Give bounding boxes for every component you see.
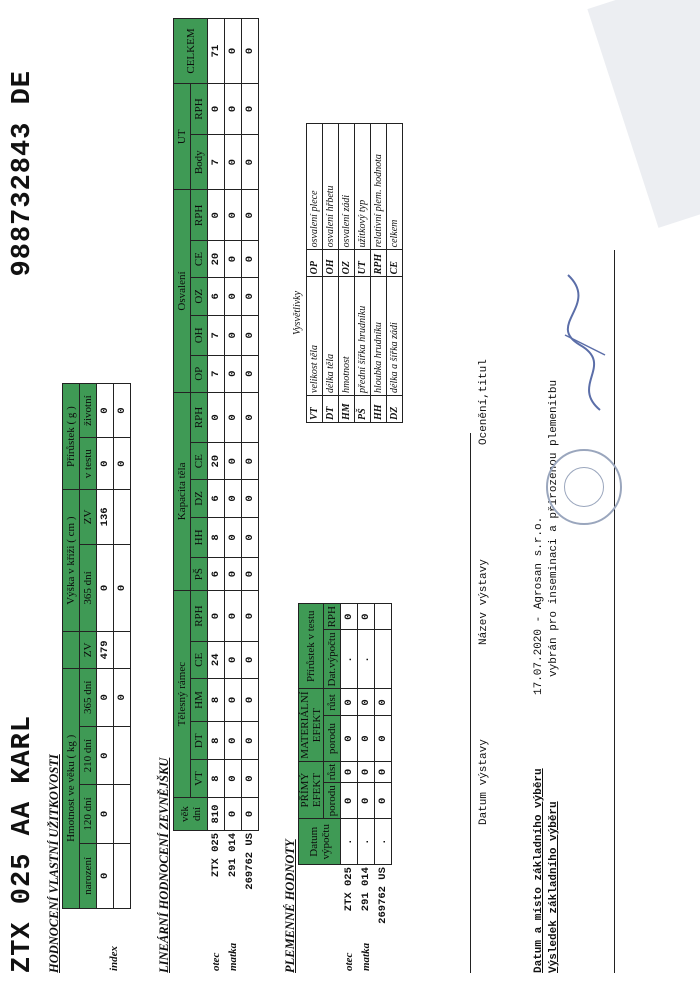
- row-label: otec: [343, 952, 355, 971]
- cell: 0: [97, 726, 114, 784]
- cell: 0: [208, 591, 225, 642]
- cell: 0: [114, 668, 131, 726]
- cell: 0: [208, 190, 225, 241]
- legend-abbr: DZ: [387, 396, 403, 423]
- cell: [114, 726, 131, 784]
- date-header: Datum výpočtu: [299, 819, 341, 865]
- legend-row: [371, 124, 387, 423]
- cell: 0: [114, 384, 131, 438]
- exhibition-name-label: Název výstavy: [478, 559, 490, 645]
- cell: 0: [114, 544, 131, 632]
- cell: [114, 843, 131, 908]
- breeding-table: [298, 603, 392, 973]
- cell: 0: [208, 84, 225, 135]
- animal-code: 269762 US: [244, 833, 256, 890]
- cell: 0: [358, 761, 375, 783]
- row-label: matka: [360, 942, 372, 971]
- cell: 0: [375, 783, 392, 819]
- cell: 0: [242, 722, 259, 760]
- row-label: [242, 915, 259, 973]
- legend-text: délka a šířka zádi: [387, 277, 403, 396]
- selection-result-label: Výsledek základního výběru: [548, 801, 560, 973]
- group-height: Výška v kříži ( cm ): [63, 490, 80, 632]
- col-header: DT: [191, 722, 208, 760]
- date-cell: .: [358, 819, 375, 865]
- cell: 0: [225, 241, 242, 278]
- table-row: [208, 19, 225, 974]
- cell: 0: [242, 241, 259, 278]
- animal-code: ZTX 025: [210, 833, 222, 878]
- exhibition-rating-label: Ocenění,titul: [478, 359, 490, 445]
- cell: 0: [242, 517, 259, 557]
- cell: 0: [225, 678, 242, 722]
- col-header: OP: [191, 355, 208, 392]
- legend-text: osvalení hřbetu: [323, 124, 339, 250]
- col-header: 365 dní: [80, 544, 97, 632]
- cell: 0: [225, 135, 242, 190]
- selection-result-value: vybrán pro inseminaci a přirozenou plemenitbu: [548, 379, 560, 677]
- legend-text: přední šířka hrudníku: [355, 277, 371, 396]
- col-header: ZV: [80, 490, 97, 545]
- cell: .: [341, 630, 358, 689]
- cell: 0: [225, 641, 242, 678]
- col-header: porodu: [324, 716, 341, 761]
- col-header: PŠ: [191, 558, 208, 591]
- linear-rows: [208, 19, 259, 974]
- group-gain: Přírůstek ( g ): [63, 384, 80, 490]
- cell: 6: [208, 558, 225, 591]
- cell: 0: [358, 604, 375, 630]
- col-header: životní: [80, 384, 97, 438]
- legend-abbr: HM: [339, 396, 355, 423]
- cell: 7: [208, 135, 225, 190]
- age-cell: 0: [242, 798, 259, 831]
- cell: 0: [375, 689, 392, 716]
- cell: 0: [242, 678, 259, 722]
- cell: 0: [97, 544, 114, 632]
- date-cell: .: [375, 819, 392, 865]
- group-muscling: Osvalení: [174, 190, 191, 392]
- col-header: OZ: [191, 277, 208, 315]
- animal-code: 291 014: [360, 867, 372, 912]
- legend-abbr: UT: [355, 250, 371, 277]
- row-label: otec: [210, 952, 222, 971]
- cell: 0: [375, 761, 392, 783]
- cell: 6: [208, 277, 225, 315]
- col-header: CE: [191, 641, 208, 678]
- cell: 0: [242, 392, 259, 443]
- col-header: DZ: [191, 480, 208, 518]
- table-row: [375, 604, 392, 974]
- col-header: porodu: [324, 783, 341, 819]
- row-label: index: [107, 945, 120, 971]
- cell: 0: [114, 438, 131, 490]
- group-test: Přírůstek v testu: [299, 604, 324, 689]
- cell: 0: [208, 392, 225, 443]
- page-edge: [587, 0, 700, 228]
- animal-code: 291 014: [227, 833, 239, 878]
- table-row: [358, 604, 375, 974]
- legend-title: Vysvětlivky: [292, 290, 303, 335]
- signature: [560, 265, 620, 415]
- bull-number: 988732843 DE: [8, 70, 38, 277]
- cell: 0: [97, 438, 114, 490]
- legend-row: [339, 124, 355, 423]
- col-header: CE: [191, 241, 208, 278]
- legend-table: [306, 123, 403, 423]
- cell: [375, 630, 392, 689]
- own-performance-title: HODNOCENÍ VLASTNÍ UŽITKOVOSTI: [47, 754, 61, 973]
- cell: [114, 785, 131, 843]
- cell: 0: [242, 135, 259, 190]
- group-capacity: Kapacita těla: [174, 392, 191, 591]
- cell: 0: [341, 716, 358, 761]
- age-cell: 0: [225, 798, 242, 831]
- col-header: OH: [191, 315, 208, 355]
- cell: 479: [97, 632, 114, 668]
- row-label: [375, 928, 392, 973]
- col-header: růst: [324, 689, 341, 716]
- cell: 8: [208, 722, 225, 760]
- exhibition-date-label: Datum výstavy: [478, 739, 490, 825]
- legend-abbr: OP: [307, 250, 323, 277]
- cell: 0: [97, 843, 114, 908]
- col-header: HH: [191, 517, 208, 557]
- cell: 8: [208, 517, 225, 557]
- cell: 0: [225, 84, 242, 135]
- cell: 0: [225, 480, 242, 518]
- own-performance-table: [62, 383, 131, 973]
- col-header: RPH: [191, 392, 208, 443]
- animal-code: 269762 US: [377, 867, 389, 924]
- group-ut: UT: [174, 84, 191, 190]
- cell: 0: [341, 689, 358, 716]
- col-header: 210 dní: [80, 726, 97, 784]
- divider: [470, 433, 471, 973]
- cell: 0: [242, 84, 259, 135]
- cell: 0: [358, 689, 375, 716]
- cell: 0: [242, 760, 259, 798]
- association-stamp: [546, 449, 622, 525]
- group-weight: Hmotnost ve věku ( kg ): [63, 668, 80, 908]
- col-header: ZV: [80, 632, 97, 668]
- legend-text: relativní plem. hodnota: [371, 124, 387, 250]
- total-cell: 71: [208, 19, 225, 84]
- cell: 0: [341, 761, 358, 783]
- col-header: VT: [191, 760, 208, 798]
- col-header: RPH: [191, 190, 208, 241]
- legend-row: [323, 124, 339, 423]
- legend-abbr: PŠ: [355, 396, 371, 423]
- cell: 20: [208, 241, 225, 278]
- legend-text: velikost těla: [307, 277, 323, 396]
- cell: 0: [242, 355, 259, 392]
- selection-place-value: 17.07.2020 - Agrosan s.r.o.: [533, 516, 545, 695]
- linear-title: LINEÁRNÍ HODNOCENÍ ZEVNĚJŠKU: [157, 757, 171, 973]
- cell: 0: [242, 277, 259, 315]
- legend-text: užitkový typ: [355, 124, 371, 250]
- legend-text: celkem: [387, 124, 403, 250]
- legend-abbr: RPH: [371, 250, 387, 277]
- cell: 0: [225, 355, 242, 392]
- legend-text: osvalení zádi: [339, 124, 355, 250]
- cell: 0: [225, 591, 242, 642]
- cell: 0: [225, 277, 242, 315]
- cell: 0: [358, 716, 375, 761]
- cell: 0: [242, 558, 259, 591]
- bull-name: ZTX 025 AA KARL: [8, 714, 38, 973]
- cell: 24: [208, 641, 225, 678]
- cell: 0: [225, 392, 242, 443]
- group-maternal: MATERIÁLNÍ EFEKT: [299, 689, 324, 761]
- cell: 7: [208, 315, 225, 355]
- col-header: růst: [324, 761, 341, 783]
- cell: 0: [242, 641, 259, 678]
- cell: 7: [208, 355, 225, 392]
- cell: [114, 490, 131, 545]
- col-header: 120 dní: [80, 785, 97, 843]
- legend-text: osvalení plece: [307, 124, 323, 250]
- col-header: CE: [191, 443, 208, 480]
- total-cell: 0: [242, 19, 259, 84]
- col-header: RPH: [191, 84, 208, 135]
- cell: 20: [208, 443, 225, 480]
- cell: 0: [97, 384, 114, 438]
- cell: 136: [97, 490, 114, 545]
- cell: 0: [375, 716, 392, 761]
- legend-abbr: DT: [323, 396, 339, 423]
- cell: 0: [225, 443, 242, 480]
- bull-emblem-icon: [564, 467, 604, 507]
- legend-abbr: OH: [323, 250, 339, 277]
- date-cell: .: [341, 819, 358, 865]
- row-label: matka: [227, 942, 239, 971]
- cell: 0: [242, 591, 259, 642]
- cell: 6: [208, 480, 225, 518]
- legend-row: [307, 124, 323, 423]
- age-header: věk dní: [174, 798, 208, 831]
- table-row: [242, 19, 259, 974]
- col-header: HM: [191, 678, 208, 722]
- cell: 8: [208, 760, 225, 798]
- cell: 0: [225, 315, 242, 355]
- col-header: narození: [80, 843, 97, 908]
- breeding-rows: [341, 604, 392, 974]
- col-header: RPH: [324, 604, 341, 630]
- table-row: [225, 19, 242, 974]
- cell: 0: [225, 558, 242, 591]
- selection-place-label: Datum a místo základního výběru: [533, 768, 545, 973]
- cell: [375, 604, 392, 630]
- cell: [114, 632, 131, 668]
- breeding-title: PLEMENNÉ HODNOTY: [283, 839, 297, 973]
- cell: 0: [242, 315, 259, 355]
- cell: 0: [97, 668, 114, 726]
- cell: 0: [225, 722, 242, 760]
- cell: 8: [208, 678, 225, 722]
- col-header: Body: [191, 135, 208, 190]
- table-row: [341, 604, 358, 974]
- legend-row: [387, 124, 403, 423]
- col-header: 365 dní: [80, 668, 97, 726]
- legend-abbr: HH: [371, 396, 387, 423]
- animal-code: ZTX 025: [343, 867, 355, 912]
- cell: .: [358, 630, 375, 689]
- age-cell: 810: [208, 798, 225, 831]
- group-direct: PŘÍMÝ EFEKT: [299, 761, 324, 819]
- cell: 0: [242, 480, 259, 518]
- legend-abbr: OZ: [339, 250, 355, 277]
- cell: 0: [97, 785, 114, 843]
- col-header: RPH: [191, 591, 208, 642]
- total-cell: 0: [225, 19, 242, 84]
- legend-text: délka těla: [323, 277, 339, 396]
- col-header: Dat.výpočtu: [324, 630, 341, 689]
- cell: 0: [225, 190, 242, 241]
- cell: 0: [341, 604, 358, 630]
- legend-text: hmotnost: [339, 277, 355, 396]
- linear-table: [173, 18, 259, 973]
- cell: 0: [225, 760, 242, 798]
- legend-text: hloubka hrudníku: [371, 277, 387, 396]
- cell: 0: [341, 783, 358, 819]
- group-total: CELKEM: [174, 19, 208, 84]
- group-frame: Tělesný rámec: [174, 591, 191, 798]
- cell: 0: [225, 517, 242, 557]
- legend-abbr: VT: [307, 396, 323, 423]
- cell: 0: [242, 443, 259, 480]
- legend-abbr: CE: [387, 250, 403, 277]
- cell: 0: [358, 783, 375, 819]
- col-header: v testu: [80, 438, 97, 490]
- legend-row: [355, 124, 371, 423]
- cell: 0: [242, 190, 259, 241]
